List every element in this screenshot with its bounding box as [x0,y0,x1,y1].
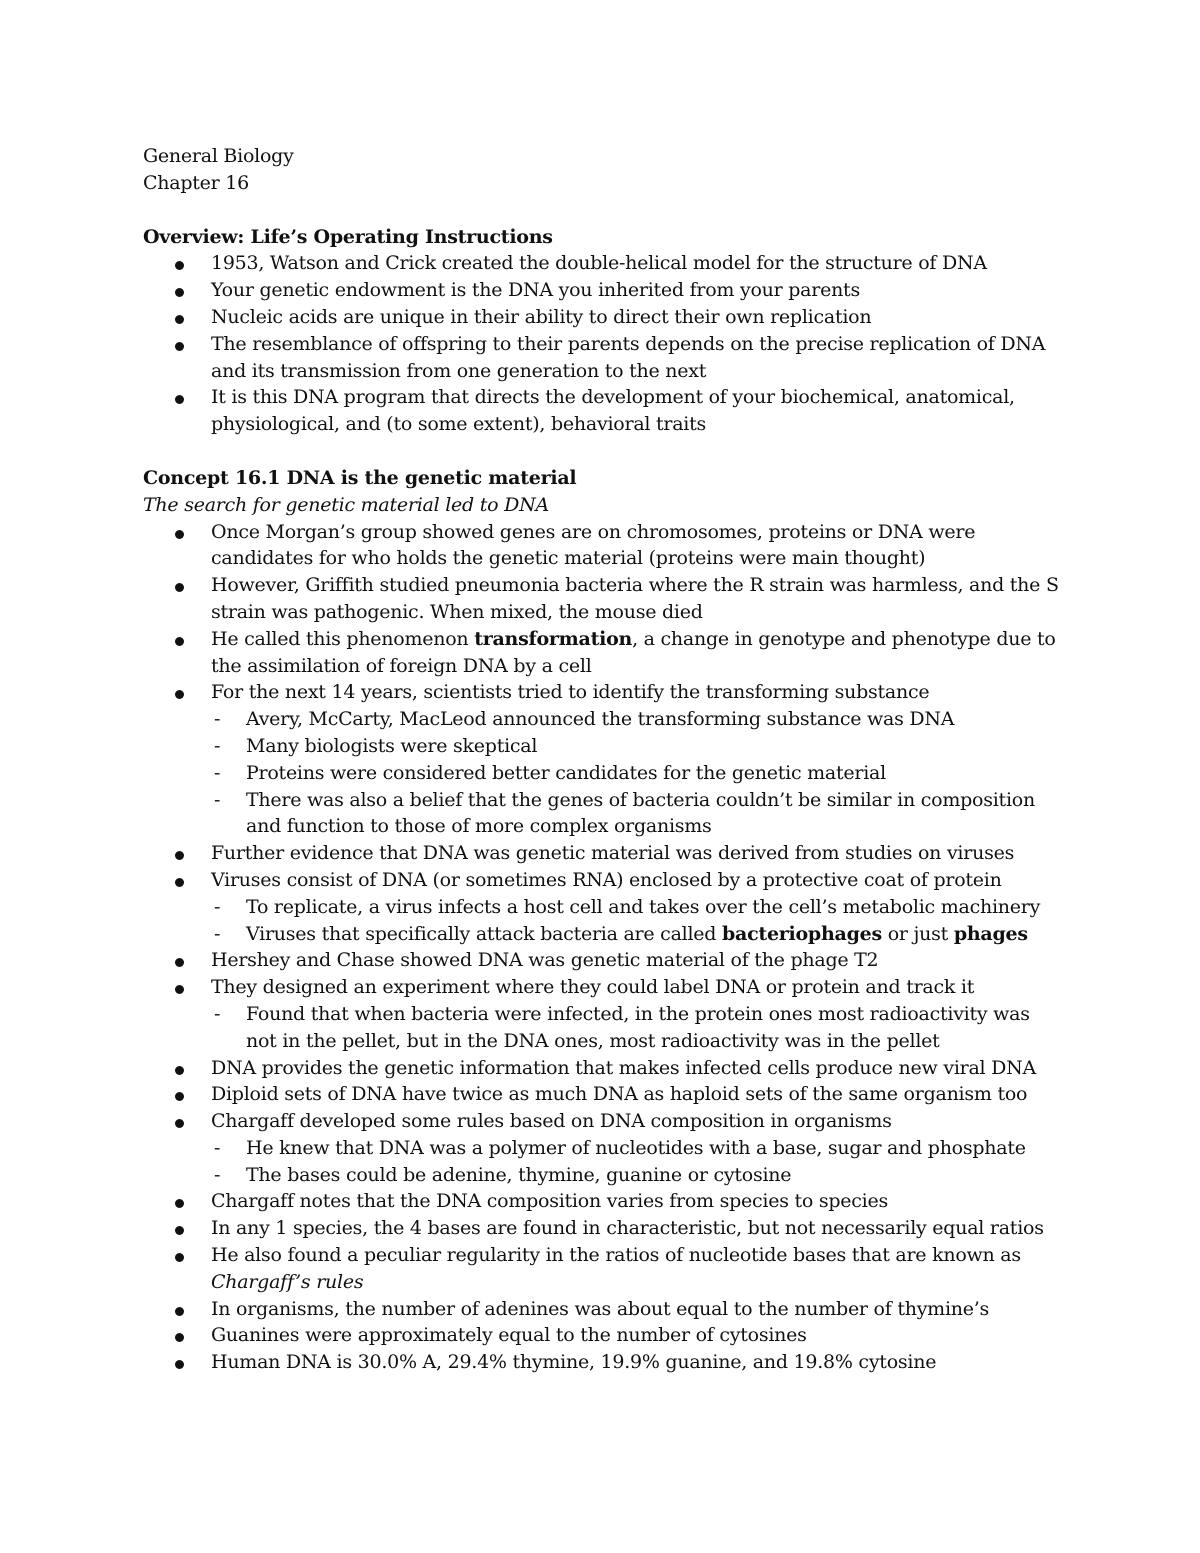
text-run: , a change in genotype and phenotype due to [632,627,1056,650]
spacer [143,438,1073,465]
chapter-title: Chapter 16 [143,171,249,194]
list-item-text: The resemblance of offspring to their parents depends on the precise replication of DNA [211,332,1046,355]
list-item-text: He also found a peculiar regularity in the ratios of nucleotide bases that are known as [211,1244,1021,1267]
term-phages: phages [953,922,1028,945]
list-item [143,1215,1073,1242]
list-item-text: 1953, Watson and Crick created the double-helical model for the structure of DNA [211,252,987,275]
dash-marker: - [214,895,221,918]
sub-list-item [211,1135,1073,1162]
term-bacteriophages: bacteriophages [722,922,882,945]
dash-marker: - [214,708,221,731]
bullet-icon [175,583,184,592]
list-item [143,679,1073,840]
bullet-icon [175,1360,184,1369]
list-item-text: Your genetic endowment is the DNA you inherited from your parents [211,279,860,302]
list-item [143,1296,1073,1323]
sub-list-item-text: The bases could be adenine, thymine, guanine or cytosine [246,1163,792,1186]
concept-list [143,519,1073,1377]
list-item [143,1108,1073,1188]
text-run: Viruses that specifically attack bacteria are called [246,922,722,945]
sub-list-item [211,733,1073,760]
sub-list-item [211,1001,1073,1055]
document-body [143,143,1073,1376]
sub-list-item-text: Proteins were considered better candidates for the genetic material [246,761,886,784]
bullet-icon [175,288,184,297]
list-item-text: Further evidence that DNA was genetic material was derived from studies on viruses [211,842,1015,865]
sub-list-item-text-continued: not in the pellet, but in the DNA ones, most radioactivity was in the pellet [246,1029,940,1052]
concept-subheading: The search for genetic material led to DNA [143,493,549,516]
list-item [143,867,1073,947]
list-item [143,572,1073,626]
sub-list-item [211,706,1073,733]
list-item-text: In organisms, the number of adenines was about equal to the number of thymine’s [211,1297,990,1320]
bullet-icon [175,315,184,324]
bullet-icon [175,395,184,404]
list-item [143,1188,1073,1215]
bullet-icon [175,261,184,270]
list-item [143,277,1073,304]
list-item [143,974,1073,1054]
bullet-icon [175,342,184,351]
bullet-icon [175,878,184,887]
overview-heading: Overview: Life’s Operating Instructions [143,225,553,248]
list-item [143,947,1073,974]
course-title: General Biology [143,145,294,167]
sub-list-item [211,760,1073,787]
list-item-text: However, Griffith studied pneumonia bacteria where the R strain was harmless, and the S [211,574,1059,597]
sub-list-item-text: There was also a belief that the genes of bacteria couldn’t be similar in composition [246,788,1035,811]
list-item [143,519,1073,573]
bullet-icon [175,1253,184,1262]
list-item-text: It is this DNA program that directs the development of your biochemical, anatomical, [211,386,1015,409]
sub-list-item-text: Found that when bacteria were infected, in the protein ones most radioactivity was [246,1002,1030,1025]
list-item-text-continued: candidates for who holds the genetic material (proteins were main thought) [211,547,926,570]
concept-heading: Concept 16.1 DNA is the genetic material [143,466,577,489]
sub-list-item-text [246,921,1073,948]
bullet-icon [175,637,184,646]
list-item [143,626,1073,680]
list-item [143,1242,1073,1296]
list-item [143,384,1073,438]
list-item-text: For the next 14 years, scientists tried to identify the transforming substance [211,681,930,704]
list-item [143,1322,1073,1349]
dash-marker: - [214,734,221,757]
term-transformation: transformation [474,627,633,650]
bullet-icon [175,530,184,539]
list-item-text: Nucleic acids are unique in their ability to direct their own replication [211,305,872,328]
sub-list-item [211,921,1073,948]
list-item [143,250,1073,277]
spacer [143,197,1073,224]
bullet-icon [175,1199,184,1208]
list-item [143,840,1073,867]
bullet-icon [175,1092,184,1101]
term-chargaffs-rules: Chargaff’s rules [211,1270,364,1293]
bullet-icon [175,690,184,699]
list-item-text: Chargaff developed some rules based on DNA composition in organisms [211,1110,892,1133]
list-item-text: DNA provides the genetic information that makes infected cells produce new viral DNA [211,1056,1037,1079]
list-item [143,331,1073,385]
bullet-icon [175,851,184,860]
dash-marker: - [214,761,221,784]
bullet-icon [175,1226,184,1235]
sub-list-item-text: Many biologists were skeptical [246,734,538,757]
sub-list-item-text-continued: and function to those of more complex organisms [246,815,712,838]
list-item-text: Once Morgan’s group showed genes are on chromosomes, proteins or DNA were [211,520,976,543]
sub-list [211,706,1073,840]
list-item [143,1055,1073,1082]
sub-list-item-text: Avery, McCarty, MacLeod announced the transforming substance was DNA [246,708,955,731]
list-item-text-continued: strain was pathogenic. When mixed, the mouse died [211,600,703,623]
list-item [143,304,1073,331]
list-item-text-continued: the assimilation of foreign DNA by a cell [211,654,592,677]
list-item-text: Hershey and Chase showed DNA was genetic material of the phage T2 [211,949,879,972]
bullet-icon [175,1119,184,1128]
dash-marker: - [214,1002,221,1025]
list-item-text: They designed an experiment where they could label DNA or protein and track it [211,976,975,999]
sub-list-item [211,787,1073,841]
bullet-icon [175,958,184,967]
dash-marker: - [214,788,221,811]
sub-list-item [211,894,1073,921]
overview-list [143,250,1073,438]
dash-marker: - [214,1163,221,1186]
list-item-text [211,626,1073,653]
list-item-text: Guanines were approximately equal to the number of cytosines [211,1324,807,1347]
list-item-text: Human DNA is 30.0% A, 29.4% thymine, 19.9% guanine, and 19.8% cytosine [211,1351,937,1374]
sub-list-item-text: To replicate, a virus infects a host cell and takes over the cell’s metabolic machinery [246,895,1041,918]
list-item-text: Viruses consist of DNA (or sometimes RNA) enclosed by a protective coat of protein [211,868,1002,891]
bullet-icon [175,1333,184,1342]
text-run: He called this phenomenon [211,627,475,650]
list-item [143,1349,1073,1376]
bullet-icon [175,1307,184,1316]
list-item-text: In any 1 species, the 4 bases are found in characteristic, but not necessarily equal ratios [211,1217,1044,1240]
list-item-text-continued: physiological, and (to some extent), behavioral traits [211,413,707,436]
sub-list-item-text: He knew that DNA was a polymer of nucleotides with a base, sugar and phosphate [246,1136,1026,1159]
list-item-text: Diploid sets of DNA have twice as much DNA as haploid sets of the same organism too [211,1083,1028,1106]
dash-marker: - [214,922,221,945]
text-run: or just [881,922,954,945]
dash-marker: - [214,1136,221,1159]
sub-list [211,1001,1073,1055]
bullet-icon [175,985,184,994]
sub-list-item [211,1162,1073,1189]
bullet-icon [175,1066,184,1075]
list-item [143,1081,1073,1108]
list-item-text: Chargaff notes that the DNA composition varies from species to species [211,1190,888,1213]
sub-list [211,1135,1073,1189]
sub-list [211,894,1073,948]
list-item-text-continued: and its transmission from one generation to the next [211,359,707,382]
